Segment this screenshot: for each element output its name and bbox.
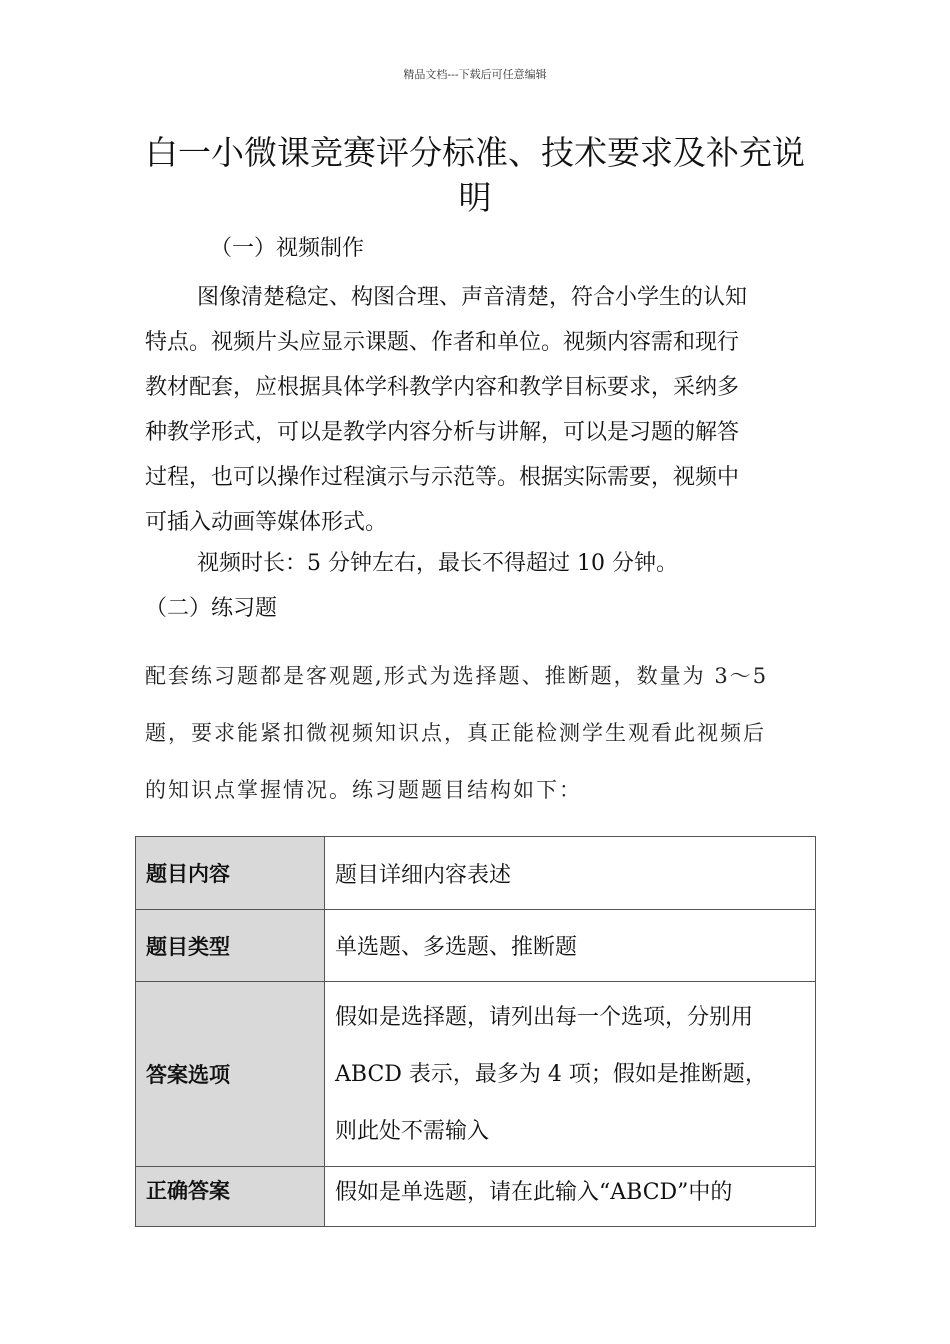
- title-line: 白一小微课竞赛评分标准、技术要求及补充说: [145, 133, 805, 172]
- row-value-line: 假如是选择题，请列出每一个选项，分别用: [335, 1004, 754, 1030]
- row-value: [325, 910, 816, 982]
- paragraph-line: 可插入动画等媒体形式。: [145, 510, 388, 535]
- paragraph-line: 题，要求能紧扣微视频知识点，真正能检测学生观看此视频后: [145, 721, 766, 745]
- row-value-line: 题目详细内容表述: [335, 862, 512, 888]
- row-value-line: 单选题、多选题、推断题: [335, 935, 578, 960]
- document-title: [145, 130, 805, 220]
- page-header: 精品文档---下载后可任意编辑: [403, 68, 547, 81]
- paragraph-line: 教材配套，应根据具体学科教学内容和教学目标要求，采纳多: [145, 375, 740, 400]
- paragraph-line: 过程，也可以操作过程演示与示范等。根据实际需要，视频中: [145, 465, 740, 490]
- table-row: [136, 910, 816, 982]
- section-heading-video: （一）视频制作: [210, 236, 365, 261]
- row-value: [325, 982, 816, 1167]
- paragraph-line: 的知识点掌握情况。练习题题目结构如下：: [145, 778, 582, 802]
- row-value: [325, 1167, 816, 1227]
- row-value: [325, 837, 816, 910]
- row-label: 正确答案: [136, 1167, 325, 1227]
- row-value-line: 假如是单选题，请在此输入“ABCD”中的: [335, 1180, 733, 1205]
- row-value-line: 则此处不需输入: [335, 1118, 490, 1144]
- question-structure-table: [135, 836, 816, 1227]
- exercises-paragraph: [145, 656, 815, 827]
- row-label: 题目类型: [136, 910, 325, 982]
- paragraph-line: 特点。视频片头应显示课题、作者和单位。视频内容需和现行: [145, 330, 740, 355]
- table-row: [136, 982, 816, 1167]
- title-line: 明: [458, 178, 492, 217]
- paragraph-line: 图像清楚稳定、构图合理、声音清楚，符合小学生的认知: [197, 285, 748, 310]
- row-label: 题目内容: [136, 837, 325, 910]
- table-row: [136, 837, 816, 910]
- row-label: 答案选项: [136, 982, 325, 1167]
- section-heading-exercises: （二）练习题: [145, 596, 278, 621]
- video-duration-text: 视频时长：5 分钟左右，最长不得超过 10 分钟。: [197, 551, 678, 576]
- row-value-line: ABCD 表示，最多为 4 项；假如是推断题，: [335, 1061, 767, 1087]
- paragraph-line: 配套练习题都是客观题,形式为选择题、推断题，数量为 3～5: [145, 664, 769, 688]
- video-requirements-paragraph: [145, 280, 805, 550]
- table-row: [136, 1167, 816, 1227]
- paragraph-line: 种教学形式，可以是教学内容分析与讲解，可以是习题的解答: [145, 420, 740, 445]
